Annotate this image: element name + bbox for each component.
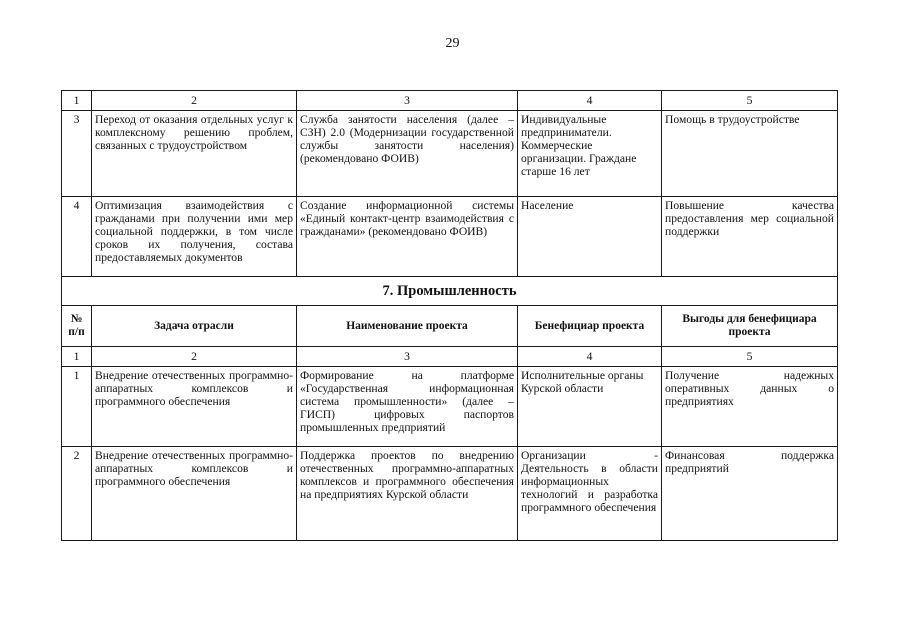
project-cell: Формирование на платформе «Государственная информационная система промышленности» (далее – ГИСП) цифровых паспортов промышленных предприятий xyxy=(297,367,518,447)
table-row xyxy=(62,447,838,541)
column-number: 2 xyxy=(92,347,297,367)
table-row xyxy=(62,367,838,447)
column-number: 3 xyxy=(297,347,518,367)
column-number: 5 xyxy=(662,91,838,111)
header-cell: Выгоды для бенефициара проекта xyxy=(662,306,838,347)
row-number: 2 xyxy=(62,447,92,541)
row-number: 3 xyxy=(62,111,92,197)
column-number: 3 xyxy=(297,91,518,111)
project-cell: Служба занятости населения (далее – СЗН) 2.0 (Модернизации государственной службы занятости населения) (рекомендовано ФОИВ) xyxy=(297,111,518,197)
beneficiary-cell: Организации - Деятельность в области информационных технологий и разработка программного обеспечения xyxy=(518,447,662,541)
task-cell: Переход от оказания отдельных услуг к комплексному решению проблем, связанных с трудоустройством xyxy=(92,111,297,197)
project-cell: Создание информационной системы «Единый контакт-центр взаимодействия с гражданами» (рекомендовано ФОИВ) xyxy=(297,197,518,277)
benefits-cell: Финансовая поддержка предприятий xyxy=(662,447,838,541)
header-cell: Бенефициар проекта xyxy=(518,306,662,347)
column-number: 2 xyxy=(92,91,297,111)
beneficiary-cell: Индивидуальные предприниматели. Коммерческие организации. Граждане старше 16 лет xyxy=(518,111,662,197)
task-cell: Внедрение отечественных программно-аппаратных комплексов и программного обеспечения xyxy=(92,447,297,541)
row-number: 1 xyxy=(62,367,92,447)
column-number-row xyxy=(62,91,838,111)
project-cell: Поддержка проектов по внедрению отечественных программно-аппаратных комплексов и программного обеспечения на предприятиях Курской области xyxy=(297,447,518,541)
table-row xyxy=(62,197,838,277)
column-number: 4 xyxy=(518,347,662,367)
task-cell: Внедрение отечественных программно-аппаратных комплексов и программного обеспечения xyxy=(92,367,297,447)
beneficiary-cell: Исполнительные органы Курской области xyxy=(518,367,662,447)
benefits-cell: Помощь в трудоустройстве xyxy=(662,111,838,197)
header-cell: Наименование проекта xyxy=(297,306,518,347)
header-cell: Задача отрасли xyxy=(92,306,297,347)
column-number: 5 xyxy=(662,347,838,367)
header-row xyxy=(62,306,838,347)
table-row xyxy=(62,111,838,197)
benefits-cell: Повышение качества предоставления мер социальной поддержки xyxy=(662,197,838,277)
section-row xyxy=(62,277,838,306)
page-number: 29 xyxy=(445,36,460,51)
task-cell: Оптимизация взаимодействия с гражданами при получении ими мер социальной поддержки, в том числе сроков их получения, состава предоставляемых документов xyxy=(92,197,297,277)
beneficiary-cell: Население xyxy=(518,197,662,277)
column-number: 1 xyxy=(62,91,92,111)
projects-table xyxy=(61,90,838,541)
header-cell: № п/п xyxy=(62,306,92,347)
section-title: 7. Промышленность xyxy=(62,277,838,306)
column-number-row xyxy=(62,347,838,367)
row-number: 4 xyxy=(62,197,92,277)
column-number: 4 xyxy=(518,91,662,111)
column-number: 1 xyxy=(62,347,92,367)
benefits-cell: Получение надежных оперативных данных о предприятиях xyxy=(662,367,838,447)
